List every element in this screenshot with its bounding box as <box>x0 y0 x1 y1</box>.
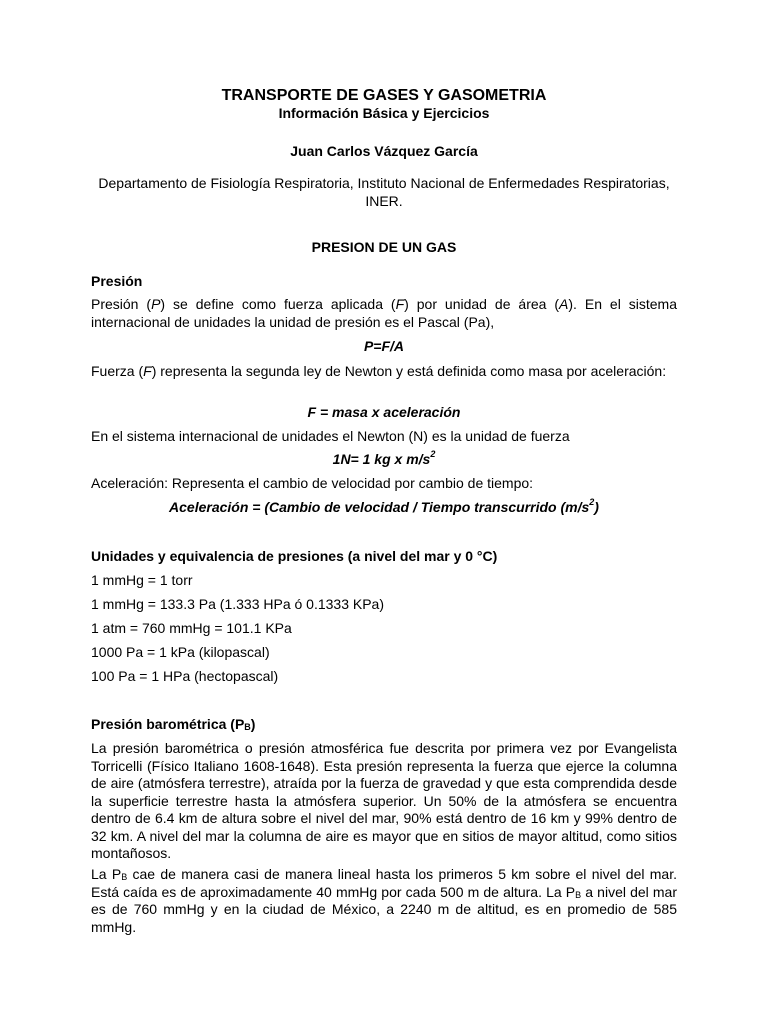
newton-paragraph: En el sistema internacional de unidades el Newton (N) es la unidad de fuerza <box>91 428 570 444</box>
presion-heading <box>91 273 677 291</box>
barometrica-heading: Presión barométrica $(P_B)$ <box>91 716 256 732</box>
equation-acceleration: Aceleración = (Cambio de velocidad / Tiempo transcurrido $(m/s^2)$ <box>169 497 599 515</box>
department: Departamento de Fisiología Respiratoria, Instituto Nacional de Enfermedades Respiratorias, INER. <box>98 175 670 209</box>
equation-force: F = masa x aceleración <box>307 404 461 420</box>
list-item: 100 Pa = 1 HPa (hectopascal) <box>91 668 279 684</box>
presion-paragraph: Presión (P) se define como fuerza aplicada (F) por unidad de área (A). En el sistema internacional de unidades la unidad de presión es el Pascal (Pa), <box>91 296 677 330</box>
list-item: 1 atm = 760 mmHg = 101.1 KPa <box>91 620 292 636</box>
fuerza-paragraph: Fuerza (F) representa la segunda ley de Newton y está definida como masa por aceleración: <box>91 363 667 379</box>
document-page <box>91 86 678 935</box>
document-title: TRANSPORTE DE GASES Y GASOMETRIA <box>221 87 547 104</box>
aceleracion-paragraph: Aceleración: Representa el cambio de velocidad por cambio de tiempo: <box>91 475 534 491</box>
equation-newton: 1N= 1 kg x $m/s^2$ <box>332 449 436 467</box>
list-item: 1 mmHg = 1 torr <box>91 572 193 588</box>
author-name: Juan Carlos Vázquez García <box>290 142 478 159</box>
barometrica-paragraph-1: La presión barométrica o presión atmosférica fue descrita por primera vez por Evangelista Torricelli (Físico Italiano 1608-1648). Esta presión representa la fuerza que ejerce la columna de aire (atmósfera terrestre), atraída por la fuerza de gravedad y que esta comprendida desde la superficie terrestre hasta la atmósfera superior. Un 50% de la atmósfera se encuentra dentro de 6.4 km de altura sobre el nivel del mar, 90% está dentro de 16 km y 99% dentro de 32 km. A nivel del mar la columna de aire es mayor que en sitios de mayor altitud, como sitios montañosos. <box>91 740 677 861</box>
unidades-heading: Unidades y equivalencia de presiones (a nivel del mar y 0 °C) <box>91 548 498 564</box>
list-item: 1 mmHg = 133.3 Pa (1.333 HPa ó 0.1333 KPa) <box>91 596 385 612</box>
section-title: PRESION DE UN GAS <box>311 239 457 255</box>
document-subtitle: Información Básica y Ejercicios <box>278 105 490 121</box>
presion-heading-text: Presión <box>91 273 143 289</box>
list-item: 1000 Pa = 1 kPa (kilopascal) <box>91 644 270 660</box>
barometrica-paragraph-2: La $P_B$ cae de manera casi de manera lineal hasta los primeros 5 km sobre el nivel del mar. Está caída es de aproximadamente 40 mmHg por cada 500 m de altura. La $P_B$ a nivel del mar es de 760 mmHg y en la ciudad de México, a 2240 m de altitud, es en promedio de 585 mmHg. <box>91 866 678 935</box>
equation-pressure: P=F/A <box>363 338 405 354</box>
